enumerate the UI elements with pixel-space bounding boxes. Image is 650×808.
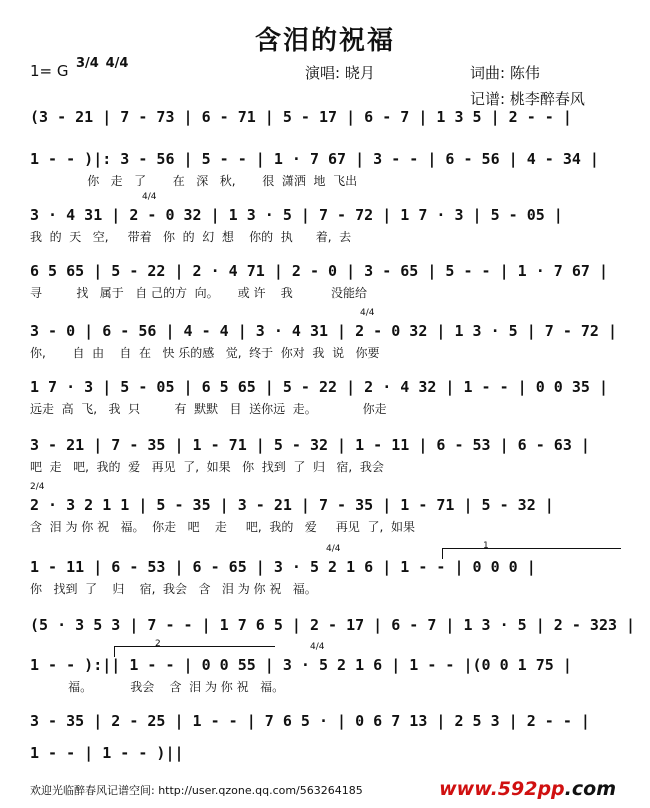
meter-change: 4/4 xyxy=(360,308,375,318)
time-signature-3-4 xyxy=(76,56,99,71)
lyric-line: 你, 自 由 自 在 快 乐的感 觉, 终于 你对 我 说 你要 xyxy=(30,346,380,360)
lyric-line: 福。 我会 含 泪 为 你 祝 福。 xyxy=(30,680,285,694)
key-signature: 1= G xyxy=(30,62,69,80)
notation-line: 3 - 21 | 7 - 35 | 1 - 71 | 5 - 32 | 1 - 11 | 6 - 53 | 6 - 63 | xyxy=(30,436,590,454)
notation-line: 2 · 3 2 1 1 | 5 - 35 | 3 - 21 | 7 - 35 | 1 - 71 | 5 - 32 | xyxy=(30,496,554,514)
lyric-line: 远走 高 飞, 我 只 有 默默 目 送你远 走。 你走 xyxy=(30,402,387,416)
lyric-line: 我 的 天 空, 带着 你 的 幻 想 你的 执 着, 去 xyxy=(30,230,352,244)
time-signature-4-4 xyxy=(104,58,130,69)
notation-line: (3 - 21 | 7 - 73 | 6 - 71 | 5 - 17 | 6 - 7 | 1 3 5 | 2 - - | xyxy=(30,108,572,126)
notation-line: 3 - 0 | 6 - 56 | 4 - 4 | 3 · 4 31 | 2 - 0 32 | 1 3 · 5 | 7 - 72 | xyxy=(30,322,617,340)
volta-bracket-1: 1 xyxy=(442,548,621,559)
logo-main: www.592pp xyxy=(439,778,565,800)
composer-credit: 词曲: 陈伟 xyxy=(470,64,540,82)
volta-bracket-2: 2 xyxy=(114,646,275,657)
singer-credit: 演唱: 晓月 xyxy=(305,64,375,82)
time-sig-3-4: 3/4 xyxy=(76,56,99,71)
footer-credit: 欢迎光临醉春风记谱空间: http://user.qzone.qq.com/563264185 xyxy=(30,784,363,797)
song-title: 含泪的祝福 xyxy=(254,26,395,56)
meter-change: 4/4 xyxy=(326,544,341,554)
lyric-line xyxy=(30,130,620,146)
lyric-line: 你 找到 了 归 宿, 我会 含 泪 为 你 祝 福。 xyxy=(30,582,317,596)
notation-line: 1 - - ):|| 1 - - | 0 0 55 | 3 · 5 2 1 6 | 1 - - |(0 0 1 75 | xyxy=(30,656,572,674)
lyric-line: 吧 走 吧, 我的 爱 再见 了, 如果 你 找到 了 归 宿, 我会 xyxy=(30,460,384,474)
notation-line: 1 - - )|: 3 - 56 | 5 - - | 1 · 7 67 | 3 - - | 6 - 56 | 4 - 34 | xyxy=(30,150,599,168)
logo-suffix: .com xyxy=(564,778,616,800)
lyric-line: 含 泪 为 你 祝 福。 你走 吧 走 吧, 我的 爱 再见 了, 如果 xyxy=(30,520,415,534)
transcriber-credit: 记谱: 桃李醉春风 xyxy=(470,90,585,108)
notation-line: 1 - - | 1 - - )|| xyxy=(30,744,184,762)
notation-line: (5 · 3 5 3 | 7 - - | 1 7 6 5 | 2 - 17 | 6 - 7 | 1 3 · 5 | 2 - 323 | xyxy=(30,616,636,634)
notation-line: 3 - 35 | 2 - 25 | 1 - - | 7 6 5 · | 0 6 7 13 | 2 5 3 | 2 - - | xyxy=(30,712,590,730)
time-sig-4-4: 4/4 xyxy=(105,56,129,71)
meter-change: 4/4 xyxy=(310,642,325,652)
lyric-line: 寻 找 属于 自 己的方 向。 或 许 我 没能给 xyxy=(30,286,367,300)
meter-change: 2/4 xyxy=(30,482,45,492)
notation-line: 1 7 · 3 | 5 - 05 | 6 5 65 | 5 - 22 | 2 · 4 32 | 1 - - | 0 0 35 | xyxy=(30,378,608,396)
notation-line: 1 - 11 | 6 - 53 | 6 - 65 | 3 · 5 2 1 6 | 1 - - | 0 0 0 | xyxy=(30,558,536,576)
notation-line: 6 5 65 | 5 - 22 | 2 · 4 71 | 2 - 0 | 3 - 65 | 5 - - | 1 · 7 67 | xyxy=(30,262,608,280)
lyric-line: 你 走 了 在 深 秋, 很 潇洒 地 飞出 xyxy=(30,174,358,188)
notation-line: 3 · 4 31 | 2 - 0 32 | 1 3 · 5 | 7 - 72 | 1 7 · 3 | 5 - 05 | xyxy=(30,206,563,224)
site-logo xyxy=(439,778,616,800)
meter-change: 4/4 xyxy=(142,192,157,202)
